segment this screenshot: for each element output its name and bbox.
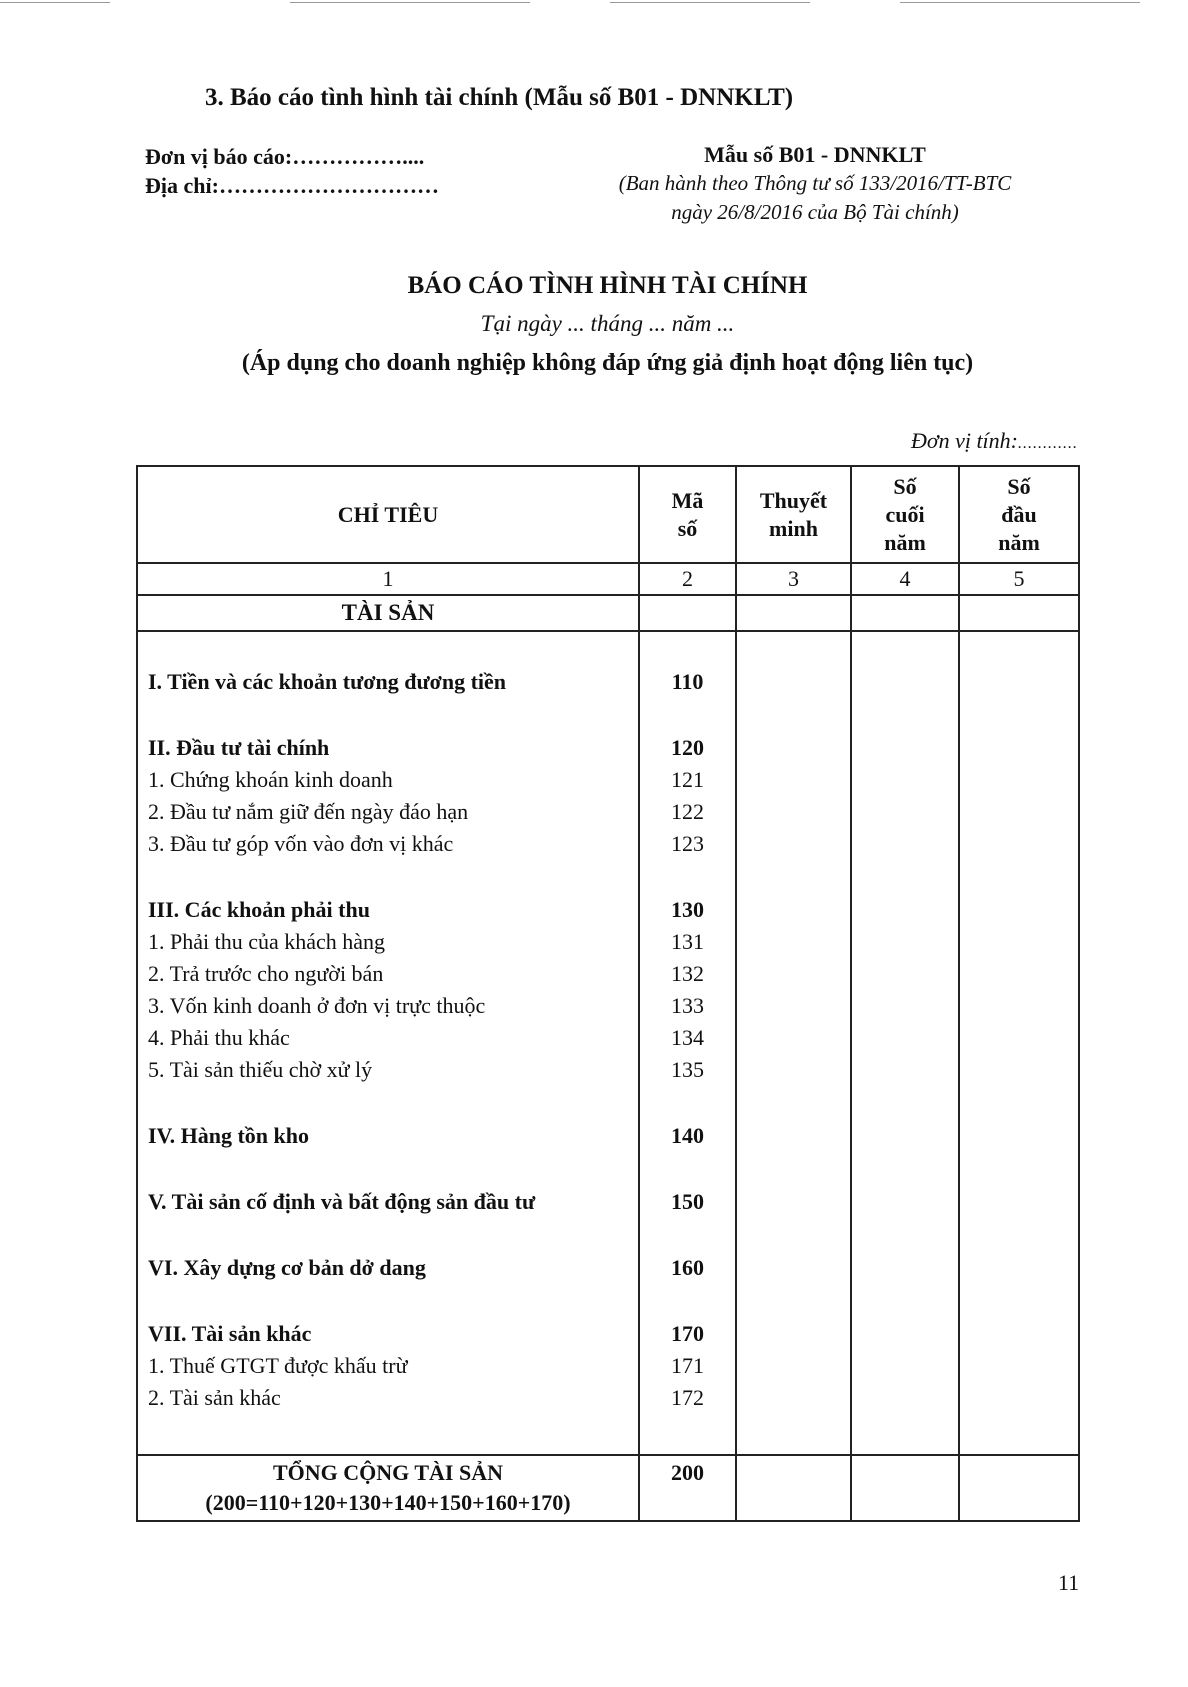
unit-dots: ............	[1018, 435, 1078, 452]
row-name: 3. Đầu tư góp vốn vào đơn vị khác	[137, 828, 639, 860]
table-row	[137, 1022, 1079, 1054]
row-code: 171	[639, 1350, 736, 1382]
address-label: Địa chỉ:…………………………	[145, 173, 439, 198]
row-code: 134	[639, 1022, 736, 1054]
form-number: Mẫu số B01 - DNNKLT	[704, 142, 926, 167]
document-date: Tại ngày ... tháng ... năm ...	[480, 311, 735, 336]
row-name: VII. Tài sản khác	[137, 1318, 639, 1350]
top-scan-rule	[290, 2, 530, 3]
reporting-unit-label: Đơn vị báo cáo:……………....	[145, 144, 425, 169]
form-info-block	[570, 140, 1060, 227]
table-row	[137, 1054, 1079, 1086]
row-code: 132	[639, 958, 736, 990]
row-name: II. Đầu tư tài chính	[137, 732, 639, 764]
unit-label: Đơn vị tính:	[910, 428, 1018, 453]
row-code: 123	[639, 828, 736, 860]
table-row	[137, 1252, 1079, 1284]
header-indicator: CHỈ TIÊU	[137, 466, 639, 563]
section-row-assets	[137, 595, 1079, 631]
table-row	[137, 828, 1079, 860]
row-name: 3. Vốn kinh doanh ở đơn vị trực thuộc	[137, 990, 639, 1022]
row-code: 130	[639, 894, 736, 926]
row-code: 170	[639, 1318, 736, 1350]
total-name	[137, 1455, 639, 1521]
row-code: 135	[639, 1054, 736, 1086]
table-row	[137, 926, 1079, 958]
column-number: 3	[736, 563, 851, 595]
column-number: 1	[137, 563, 639, 595]
row-name: 2. Trả trước cho người bán	[137, 958, 639, 990]
row-name: 2. Đầu tư nắm giữ đến ngày đáo hạn	[137, 796, 639, 828]
table-row	[137, 1120, 1079, 1152]
row-code: 131	[639, 926, 736, 958]
issued-line-1: (Ban hành theo Thông tư số 133/2016/TT-BTC	[618, 171, 1012, 195]
section-label: TÀI SẢN	[137, 595, 639, 631]
header-code: Mã số	[639, 466, 736, 563]
column-number: 4	[851, 563, 959, 595]
unit-of-measure	[911, 428, 1078, 454]
header-note: Thuyết minh	[736, 466, 851, 563]
table-row	[137, 666, 1079, 698]
table-row	[137, 1318, 1079, 1350]
table-row	[137, 1350, 1079, 1382]
row-code: 121	[639, 764, 736, 796]
table-header-row	[137, 466, 1079, 563]
document-title: BÁO CÁO TÌNH HÌNH TÀI CHÍNH	[407, 272, 808, 299]
row-name: 1. Chứng khoán kinh doanh	[137, 764, 639, 796]
total-name-line-1: TỔNG CỘNG TÀI SẢN	[272, 1460, 504, 1485]
table-row	[137, 732, 1079, 764]
top-scan-rule	[610, 2, 810, 3]
row-name: IV. Hàng tồn kho	[137, 1120, 639, 1152]
top-scan-rule	[0, 2, 110, 3]
document-note: (Áp dụng cho doanh nghiệp không đáp ứng giả định hoạt động liên tục)	[241, 350, 974, 376]
table-row	[137, 1186, 1079, 1218]
row-name: 5. Tài sản thiếu chờ xử lý	[137, 1054, 639, 1086]
row-code: 150	[639, 1186, 736, 1218]
total-code: 200	[639, 1455, 736, 1521]
row-name: 1. Thuế GTGT được khấu trừ	[137, 1350, 639, 1382]
table-row	[137, 958, 1079, 990]
row-code: 110	[639, 666, 736, 698]
column-number-row	[137, 563, 1079, 595]
page-number: 11	[1058, 1570, 1080, 1595]
table-row	[137, 1382, 1079, 1414]
reporting-unit-block	[145, 142, 439, 200]
row-name: VI. Xây dựng cơ bản dở dang	[137, 1252, 639, 1284]
row-name: 1. Phải thu của khách hàng	[137, 926, 639, 958]
header-beginning-of-year: Số đầu năm	[959, 466, 1079, 563]
top-scan-rule	[900, 2, 1140, 3]
row-name: III. Các khoản phải thu	[137, 894, 639, 926]
row-code: 120	[639, 732, 736, 764]
row-name: 4. Phải thu khác	[137, 1022, 639, 1054]
row-name: 2. Tài sản khác	[137, 1382, 639, 1414]
row-name: V. Tài sản cố định và bất động sản đầu tư	[137, 1186, 639, 1218]
header-end-of-year: Số cuối năm	[851, 466, 959, 563]
section-title: 3. Báo cáo tình hình tài chính (Mẫu số B01 - DNNKLT)	[205, 84, 794, 111]
table-row	[137, 764, 1079, 796]
issued-line-2: ngày 26/8/2016 của Bộ Tài chính)	[671, 200, 959, 224]
row-name: I. Tiền và các khoản tương đương tiền	[137, 666, 639, 698]
column-number: 5	[959, 563, 1079, 595]
row-code: 172	[639, 1382, 736, 1414]
table-row	[137, 894, 1079, 926]
row-code: 133	[639, 990, 736, 1022]
row-code: 122	[639, 796, 736, 828]
total-name-line-2: (200=110+120+130+140+150+160+170)	[205, 1490, 571, 1515]
column-number: 2	[639, 563, 736, 595]
table-row	[137, 990, 1079, 1022]
financial-report-table	[136, 465, 1080, 1522]
total-assets-row	[137, 1455, 1079, 1521]
row-code: 160	[639, 1252, 736, 1284]
table-row	[137, 796, 1079, 828]
row-code: 140	[639, 1120, 736, 1152]
